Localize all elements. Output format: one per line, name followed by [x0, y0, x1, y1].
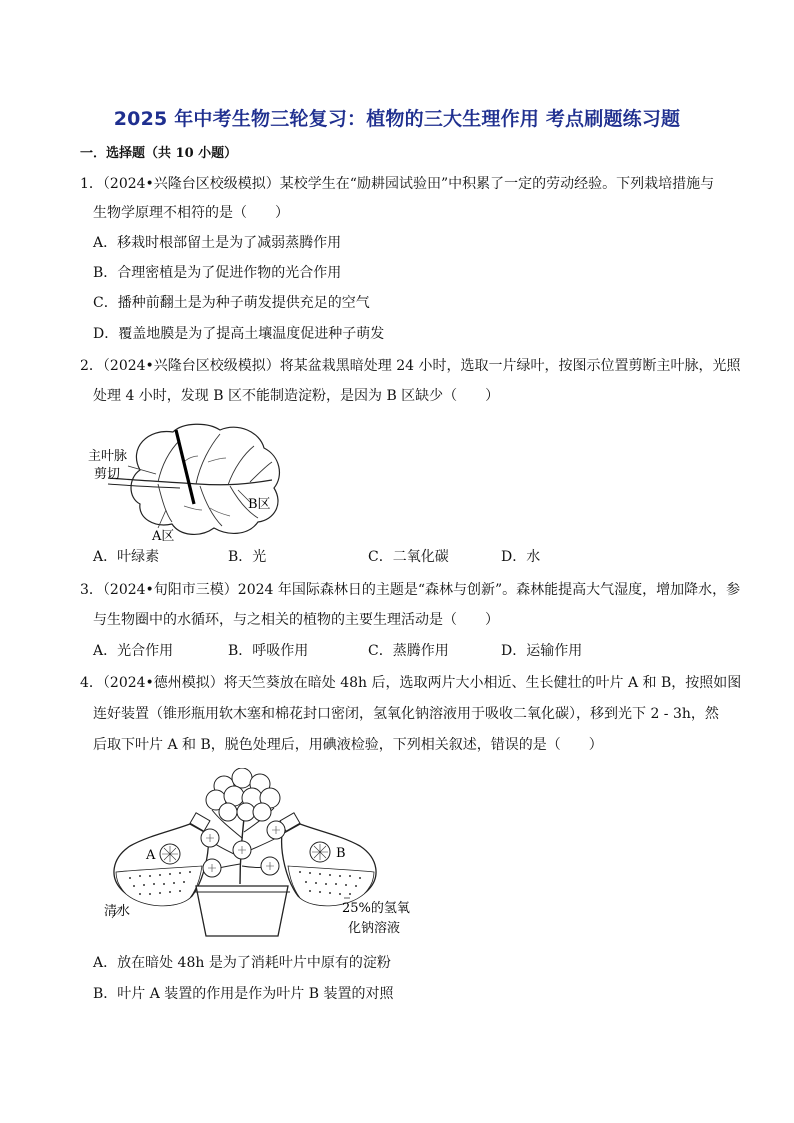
question-4-line-3: 后取下叶片 A 和 B，脱色处理后，用碘液检验，下列相关叙述，错误的是（ ） — [93, 737, 603, 753]
leaf-figure — [88, 418, 298, 543]
label-leaf-a: A — [146, 848, 156, 863]
label-a-region: A区 — [152, 529, 175, 543]
question-3-option-d: D．运输作用 — [501, 643, 583, 659]
question-1-option-a: A．移栽时根部留土是为了减弱蒸腾作用 — [93, 235, 342, 251]
question-2-line-1: 2．（2024•兴隆台区校级模拟）将某盆栽黑暗处理 24 小时，选取一片绿叶，按图示位置剪断主叶脉，光照 — [80, 358, 741, 374]
question-2-option-d: D．水 — [501, 549, 541, 565]
question-1-line-1: 1．（2024•兴隆台区校级模拟）某校学生在“励耕园试验田”中积累了一定的劳动经验。下列栽培措施与 — [80, 176, 715, 192]
question-4-option-b: B．叶片 A 装置的作用是作为叶片 B 装置的对照 — [93, 986, 394, 1002]
question-1-option-b: B．合理密植是为了促进作物的光合作用 — [93, 265, 342, 281]
flower-pot — [196, 886, 288, 936]
question-3-option-a: A．光合作用 — [93, 643, 174, 659]
question-3-line-2: 与生物圈中的水循环，与之相关的植物的主要生理活动是（ ） — [93, 612, 499, 628]
question-1-option-d: D．覆盖地膜是为了提高土壤温度促进种子萌发 — [93, 326, 385, 342]
question-2-line-2: 处理 4 小时，发现 B 区不能制造淀粉，是因为 B 区缺少（ ） — [93, 388, 500, 404]
label-main-vein: 主叶脉 — [88, 449, 128, 464]
section-heading: 一．选择题（共 10 小题） — [80, 146, 238, 161]
question-3-line-1: 3．（2024•旬阳市三模）2024 年国际森林日的主题是“森林与创新”。森林能提高大气湿度，增加降水，参 — [80, 582, 741, 598]
question-2-option-b: B．光 — [228, 549, 267, 565]
label-naoh-line2: 化钠溶液 — [348, 921, 401, 936]
question-1-option-c: C．播种前翻土是为种子萌发提供充足的空气 — [93, 295, 370, 311]
label-water: 清水 — [104, 904, 131, 919]
question-2-option-c: C．二氧化碳 — [368, 549, 449, 565]
question-3-option-c: C．蒸腾作用 — [368, 643, 449, 659]
label-naoh-line1: 25%的氢氧 — [342, 901, 410, 916]
question-4-line-2: 连好装置（锥形瓶用软木塞和棉花封口密闭，氢氧化钠溶液用于吸收二氧化碳），移到光下 2 - 3h，然 — [93, 706, 719, 722]
page-title: 2025 年中考生物三轮复习：植物的三大生理作用 考点刷题练习题 — [113, 108, 681, 130]
question-4-line-1: 4．（2024•德州模拟）将天竺葵放在暗处 48h 后，选取两片大小相近、生长健壮的叶片 A 和 B，按照如图 — [80, 675, 742, 691]
label-b-region: B区 — [248, 497, 271, 512]
question-2-option-a: A．叶绿素 — [93, 549, 160, 565]
label-cut: 剪切 — [94, 467, 121, 482]
label-leaf-b: B — [336, 846, 346, 861]
question-4-option-a: A．放在暗处 48h 是为了消耗叶片中原有的淀粉 — [93, 955, 391, 971]
question-3-option-b: B．呼吸作用 — [228, 643, 309, 659]
question-1-line-2: 生物学原理不相符的是（ ） — [93, 205, 289, 221]
geranium-apparatus-figure — [104, 768, 444, 944]
